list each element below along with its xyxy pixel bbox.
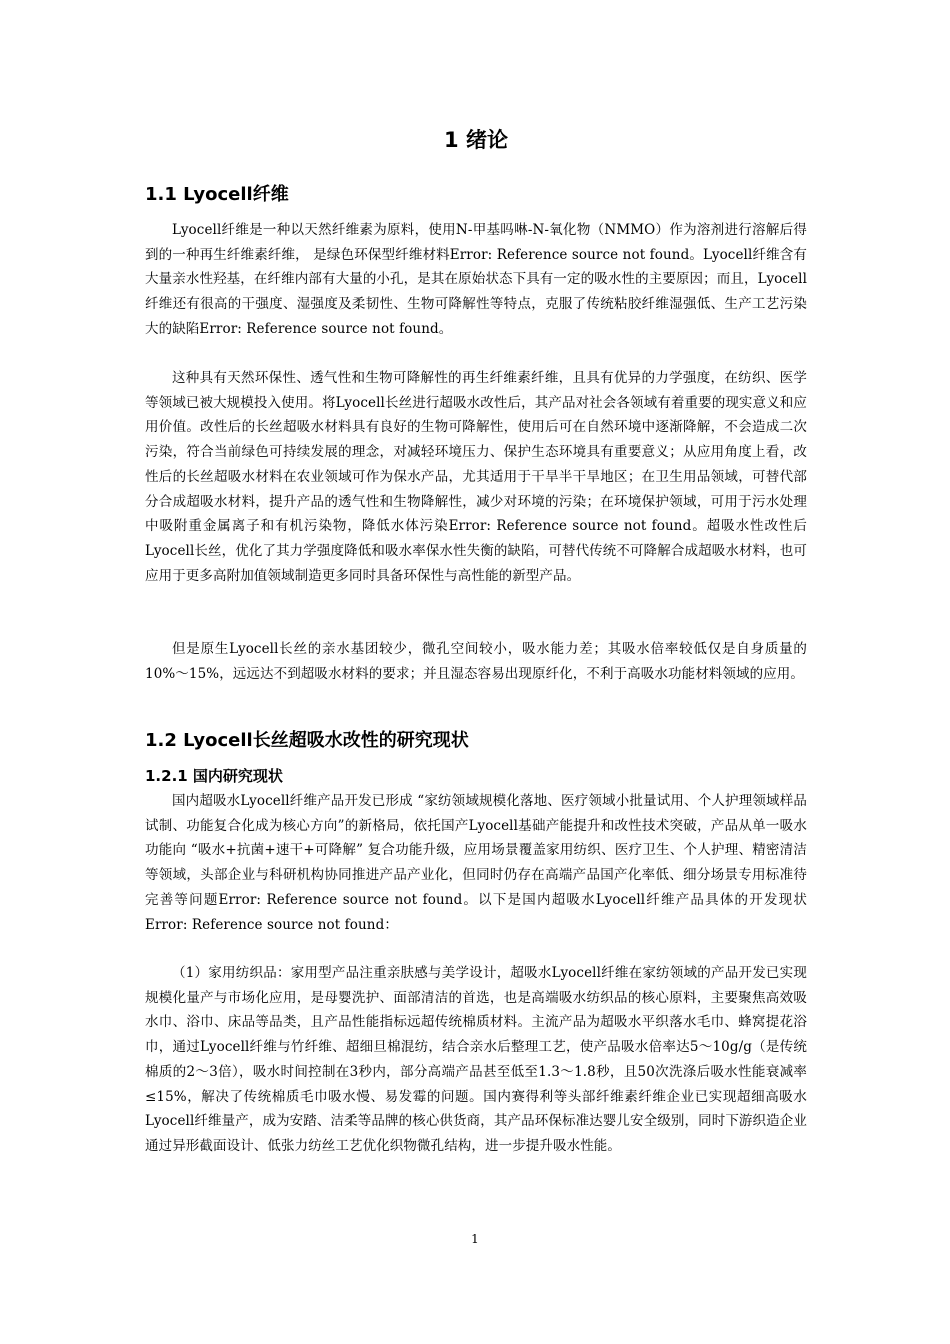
section-heading-1-2: 1.2 Lyocell长丝超吸水改性的研究现状	[145, 730, 469, 751]
paragraph: 这种具有天然环保性、透气性和生物可降解性的再生纤维素纤维，且具有优异的力学强度，在纺织、医学等领域已被大规模投入使用。将Lyocell长丝进行超吸水改性后，其产品对社会各领域有着重要的现实意义和应用价值。改性后的长丝超吸水材料具有良好的生物可降解性，使用后可在自然环境中逐渐降解，不会造成二次污染，符合当前绿色可持续发展的理念，对减轻环境压力、保护生态环境具有重要意义；从应用角度上看，改性后的长丝超吸水材料在农业领域可作为保水产品，尤其适用于干旱半干旱地区；在卫生用品领域，可替代部分合成超吸水材料，提升产品的透气性和生物降解性，减少对环境的污染；在环境保护领域，可用于污水处理中吸附重金属离子和有机污染物，降低水体污染Error: Reference source not found。超吸水性改性后Lyocell长丝，优化了其力学强度降低和吸水率保水性失衡的缺陷，可替代传统不可降解合成超吸水材料，也可应用于更多高附加值领域制造更多同时具备环保性与高性能的新型产品。	[145, 370, 807, 584]
paragraph: Lyocell纤维是一种以天然纤维素为原料，使用N-甲基吗啉-N-氧化物（NMMO）作为溶剂进行溶解后得到的一种再生纤维素纤维， 是绿色环保型纤维材料Error: Reference source not found。Lyocell纤维含有大量亲水性羟基，在纤维内部有大量的小孔，是其在原始状态下具有一定的吸水性的主要原因；而且，Lyocell 纤维还有很高的干强度、湿强度及柔韧性、生物可降解性等特点，克服了传统粘胶纤维湿强低、生产工艺污染大的缺陷Error: Reference source not found。	[145, 222, 807, 337]
paragraph: 国内超吸水Lyocell纤维产品开发已形成 “家纺领域规模化落地、医疗领域小批量试用、个人护理领域样品试制、功能复合化成为核心方向”的新格局，依托国产Lyocell基础产能提升和改性技术突破，产品从单一吸水功能向 “吸水+抗菌+速干+可降解” 复合功能升级，应用场景覆盖家用纺织、医疗卫生、个人护理、精密清洁等领域，头部企业与科研机构协同推进产品产业化，但同时仍存在高端产品国产化率低、细分场景专用标准待完善等问题Error: Reference source not found。以下是国内超吸水Lyocell纤维产品具体的开发现状Error: Reference source not found：	[145, 793, 807, 933]
paragraph: （1）家用纺织品：家用型产品注重亲肤感与美学设计，超吸水Lyocell纤维在家纺领域的产品开发已实现规模化量产与市场化应用，是母婴洗护、面部清洁的首选，也是高端吸水纺织品的核心原料，主要聚焦高效吸水巾、浴巾、床品等品类，且产品性能指标远超传统棉质材料。主流产品为超吸水平织落水毛巾、蜂窝提花浴巾，通过Lyocell纤维与竹纤维、超细旦棉混纺，结合亲水后整理工艺，使产品吸水倍率达5～10g/g（是传统棉质的2～3倍），吸水时间控制在3秒内，部分高端产品甚至低至1.3～1.8秒，且50次洗涤后吸水性能衰减率≤15%，解决了传统棉质毛巾吸水慢、易发霉的问题。国内赛得利等头部纤维素纤维企业已实现超细高吸水Lyocell纤维量产，成为安踏、洁柔等品牌的核心供货商，其产品环保标准达婴儿安全级别，同时下游织造企业通过异形截面设计、低张力纺丝工艺优化织物微孔结构，进一步提升吸水性能。	[145, 965, 807, 1154]
page-number: 1	[471, 1232, 479, 1246]
chapter-title: 1 绪论	[444, 128, 508, 152]
section-heading-1-1: 1.1 Lyocell纤维	[145, 184, 289, 205]
subsection-heading-1-2-1: 1.2.1 国内研究现状	[145, 767, 283, 785]
paragraph: 但是原生Lyocell长丝的亲水基团较少，微孔空间较小，吸水能力差；其吸水倍率较低仅是自身质量的10%～15%，远远达不到超吸水材料的要求；并且湿态容易出现原纤化，不利于高吸水功能材料领域的应用。	[145, 641, 807, 682]
